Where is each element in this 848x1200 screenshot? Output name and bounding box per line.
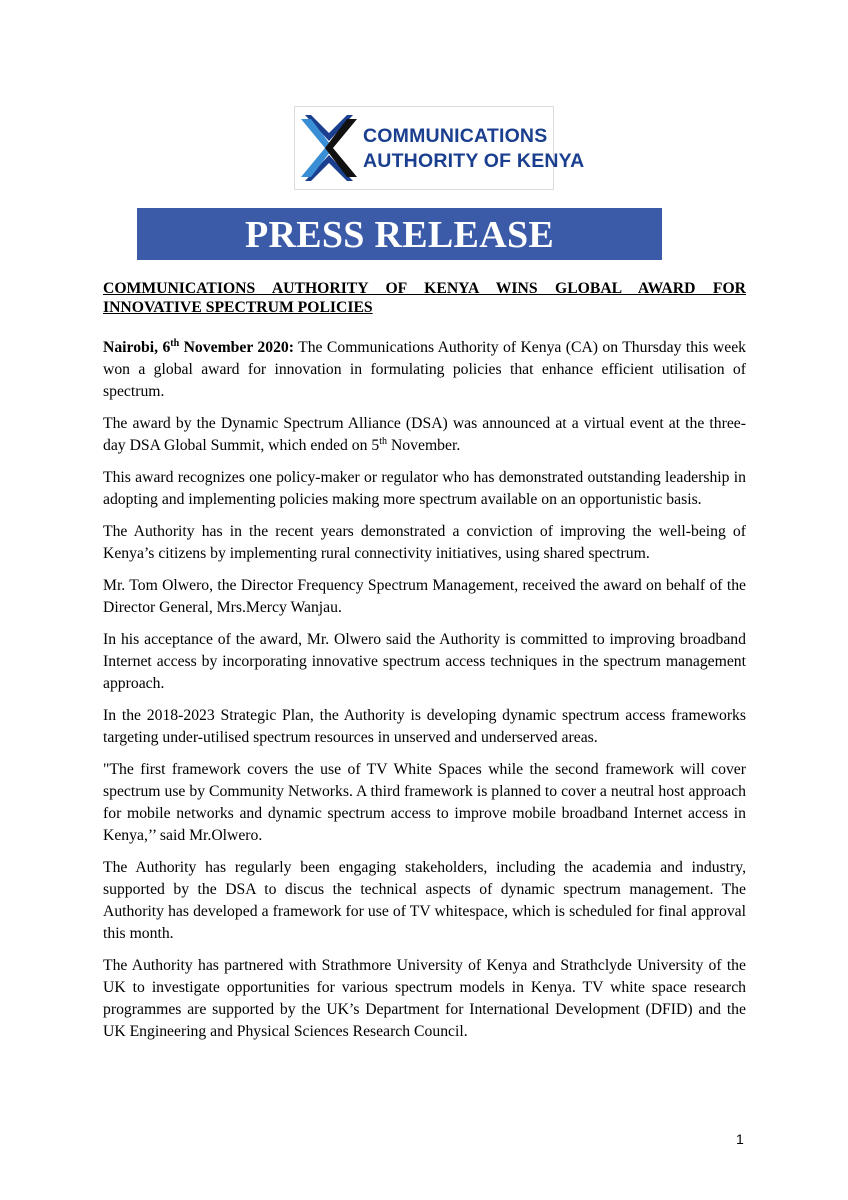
logo-line-2: AUTHORITY OF KENYA	[363, 150, 585, 172]
article-body	[103, 337, 746, 1053]
paragraph-9: The Authority has regularly been engaging stakeholders, including the academia and industry, supported by the DSA to discus the technical aspects of dynamic spectrum management. The Authority has developed a framework for use of TV whitespace, which is scheduled for final approval this month.	[103, 859, 746, 942]
paragraph-4: The Authority has in the recent years demonstrated a conviction of improving the well-being of Kenya’s citizens by implementing rural connectivity initiatives, using shared spectrum.	[103, 523, 746, 562]
paragraph-2: The award by the Dynamic Spectrum Alliance (DSA) was announced at a virtual event at the three-day DSA Global Summit, which ended on 5th November.	[103, 415, 746, 454]
paragraph-3: This award recognizes one policy-maker or regulator who has demonstrated outstanding leadership in adopting and implementing policies making more spectrum available on an opportunistic basis.	[103, 469, 746, 508]
paragraph-8: "The first framework covers the use of TV White Spaces while the second framework will cover spectrum use by Community Networks. A third framework is planned to cover a neutral host approach for mobile networks and dynamic spectrum access to improve mobile broadband Internet access in Kenya,’’ said Mr.Olwero.	[103, 761, 746, 844]
page-number: 1	[736, 1131, 744, 1147]
logo-line-1: COMMUNICATIONS	[363, 125, 548, 147]
headline: COMMUNICATIONS AUTHORITY OF KENYA WINS GLOBAL AWARD FOR INNOVATIVE SPECTRUM POLICIES	[103, 280, 746, 316]
paragraph-6: In his acceptance of the award, Mr. Olwero said the Authority is committed to improving broadband Internet access by incorporating innovative spectrum access techniques in the spectrum management approach.	[103, 631, 746, 692]
paragraph-7: In the 2018-2023 Strategic Plan, the Authority is developing dynamic spectrum access frameworks targeting under-utilised spectrum resources in unserved and underserved areas.	[103, 707, 746, 746]
ca-logo-mark-icon	[301, 111, 357, 185]
dateline: Nairobi, 6th November 2020:	[103, 337, 294, 356]
paragraph-10: The Authority has partnered with Strathmore University of Kenya and Strathclyde University of the UK to investigate opportunities for various spectrum models in Kenya. TV white space research programmes are supported by the UK’s Department for International Development (DFID) and the UK Engineering and Physical Sciences Research Council.	[103, 957, 746, 1040]
paragraph-5: Mr. Tom Olwero, the Director Frequency Spectrum Management, received the award on behalf of the Director General, Mrs.Mercy Wanjau.	[103, 577, 746, 616]
press-release-banner: PRESS RELEASE	[137, 208, 662, 260]
paragraph-1: Nairobi, 6th November 2020: The Communications Authority of Kenya (CA) on Thursday this week won a global award for innovation in formulating policies that enhance efficient utilisation of spectrum.	[103, 337, 747, 400]
logo-wordmark	[363, 124, 584, 174]
logo	[294, 106, 585, 190]
